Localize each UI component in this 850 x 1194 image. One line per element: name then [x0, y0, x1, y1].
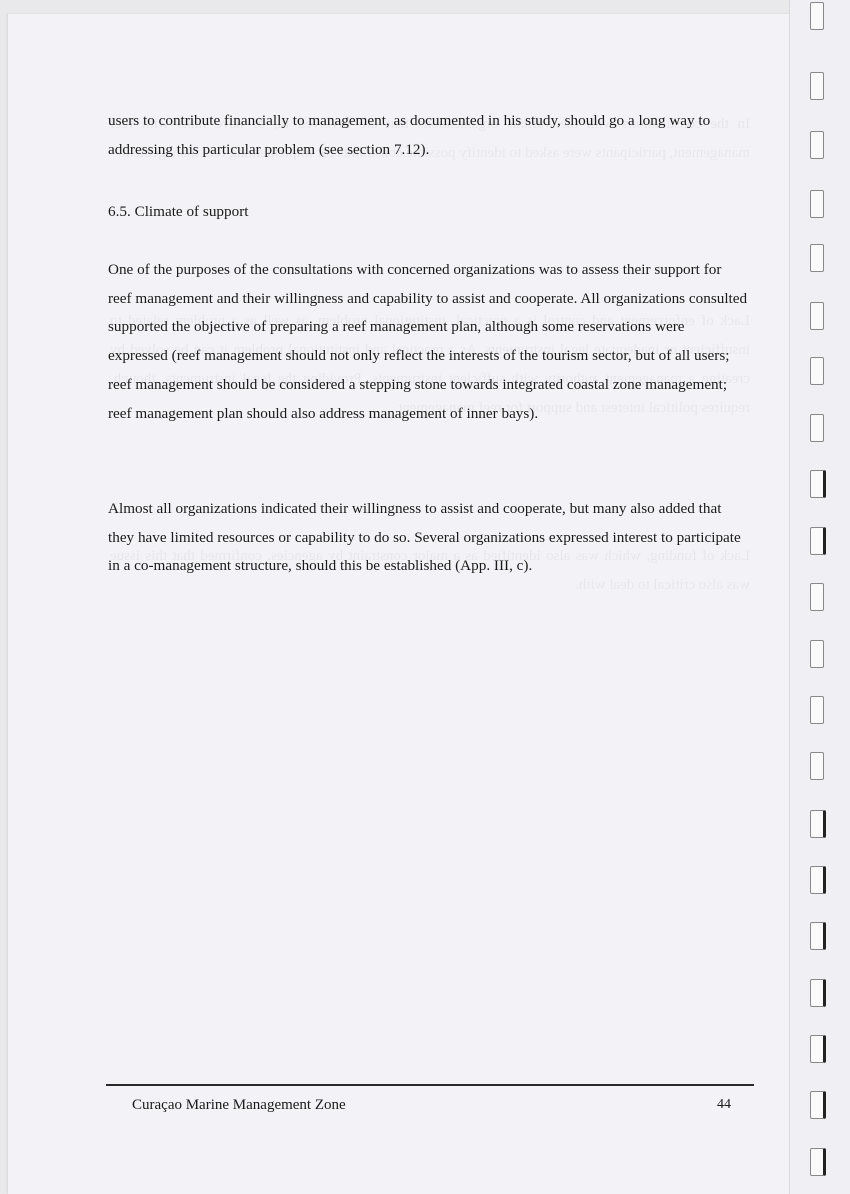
binding-hole-icon [810, 190, 824, 218]
binding-hole-icon [810, 1091, 826, 1119]
section-heading-text: 6.5. Climate of support [108, 203, 249, 220]
binding-hole-icon [810, 810, 826, 838]
binding-hole-icon [810, 470, 826, 498]
binding-hole-icon [810, 696, 824, 724]
binding-hole-icon [810, 72, 824, 100]
paragraph-1: users to contribute financially to management, as documented in his study, should go a long way to addressing this particular problem (see section 7.12). [108, 112, 711, 158]
page-number: 44 [717, 1097, 731, 1112]
paragraph-2-block [108, 256, 748, 428]
paragraph-3: Almost all organizations indicated their willingness to assist and cooperate, but many also added that they have limited resources or capability to do so. Several organizations expressed interest to participate in a co-management structure, should this be established (App. III, c). [108, 500, 741, 575]
binding-hole-icon [810, 131, 824, 159]
paragraph-2: One of the purposes of the consultations with concerned organizations was to assess their support for reef management and their willingness and capability to assist and cooperate. All organizations consulted supported the objective of preparing a reef management plan, although some reservations were expressed (reef management should not only reflect the interests of the tourism sector, but of all users; reef management should be considered a stepping stone towards integrated coastal zone management; reef management plan should also address management of inner bays). [108, 261, 748, 422]
footer-divider [106, 1084, 754, 1086]
binding-hole-icon [810, 640, 824, 668]
binding-hole-icon [810, 922, 826, 950]
binding-hole-icon [810, 527, 826, 555]
binding-hole-icon [810, 244, 824, 272]
section-heading [108, 198, 748, 227]
binding-hole-icon [810, 357, 824, 385]
binding-hole-icon [810, 1035, 826, 1063]
binding-hole-icon [810, 414, 824, 442]
binding-hole-icon [810, 583, 824, 611]
footer-title: Curaçao Marine Management Zone [132, 1097, 346, 1113]
binding-hole-icon [810, 302, 824, 330]
binding-hole-icon [810, 752, 824, 780]
binding-hole-icon [810, 2, 824, 30]
paragraph-continuation [108, 107, 748, 164]
binding-hole-icon [810, 1148, 826, 1176]
binding-hole-icon [810, 866, 826, 894]
binding-hole-icon [810, 979, 826, 1007]
spiral-binding-strip [789, 0, 850, 1194]
paragraph-3-block [108, 495, 748, 581]
